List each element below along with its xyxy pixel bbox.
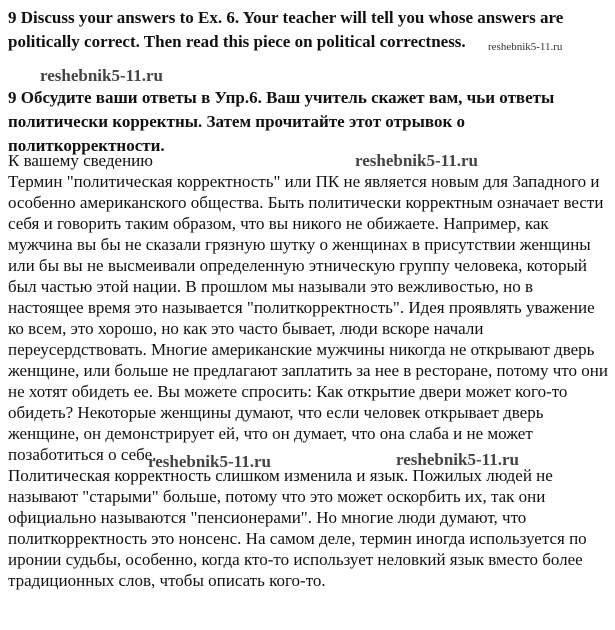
watermark: reshebnik5-11.ru [355,151,478,170]
paragraph-1: Термин "политическая корректность" или ПК не является новым для Западного и особенно американского общества. Быть политически корректным означает вести себя и говорить таким образом, что вы никого не обижаете. Например, как мужчина вы бы не сказали грязную шутку о женщинах в присутствии женщины или бы вы не высмеивали определенную этническую группу человека, который был частью этой нации. В прошлом мы называли это вежливостью, но в настоящее время это называется "политкорректность". Идея проявлять уважение ко всем, это хорошо, но как это часто бывает, люди вскоре начали переусердствовать. Многие американские мужчины никогда не открывают дверь женщине, или больше не предлагают заплатить за нее в ресторане, потому что они не хотят обидеть ее. Вы можете спросить: Как открытие двери может кого-то обидеть? Некоторые женщины думают, что если человек открывает дверь женщине, он демонстрирует ей, что он думает, что она слаба и не может позаботиться о себе. [8,172,608,464]
watermark: reshebnik5-11.ru [396,450,519,469]
exercise-heading-ru: 9 Обсудите ваши ответы в Упр.6. Ваш учитель скажет вам, чьи ответы политически корректны. Затем прочитайте этот отрывок о политкорректности. [8,88,555,155]
paragraph-2: Политическая корректность слишком изменила и язык. Пожилых людей не называют "старыми" больше, потому что это может оскорбить их, так они официально называются "пенсионерами". Но многие люди думают, что политкорректность это нонсенс. На самом деле, термин иногда используется по иронии судьбы, особенно, когда кто-то использует неловкий язык вместо более традиционных слов, чтобы описать кого-то. [8,466,587,590]
watermark: reshebnik5-11.ru [40,66,163,85]
watermark: reshebnik5-11.ru [488,41,563,53]
text-subtitle: К вашему сведению [8,151,153,170]
exercise-heading-en: 9 Discuss your answers to Ex. 6. Your teacher will tell you whose answers are politically correct. Then read this piece on political correctness. [8,8,564,51]
reading-text [8,150,610,591]
watermark: reshebnik5-11.ru [148,452,271,471]
